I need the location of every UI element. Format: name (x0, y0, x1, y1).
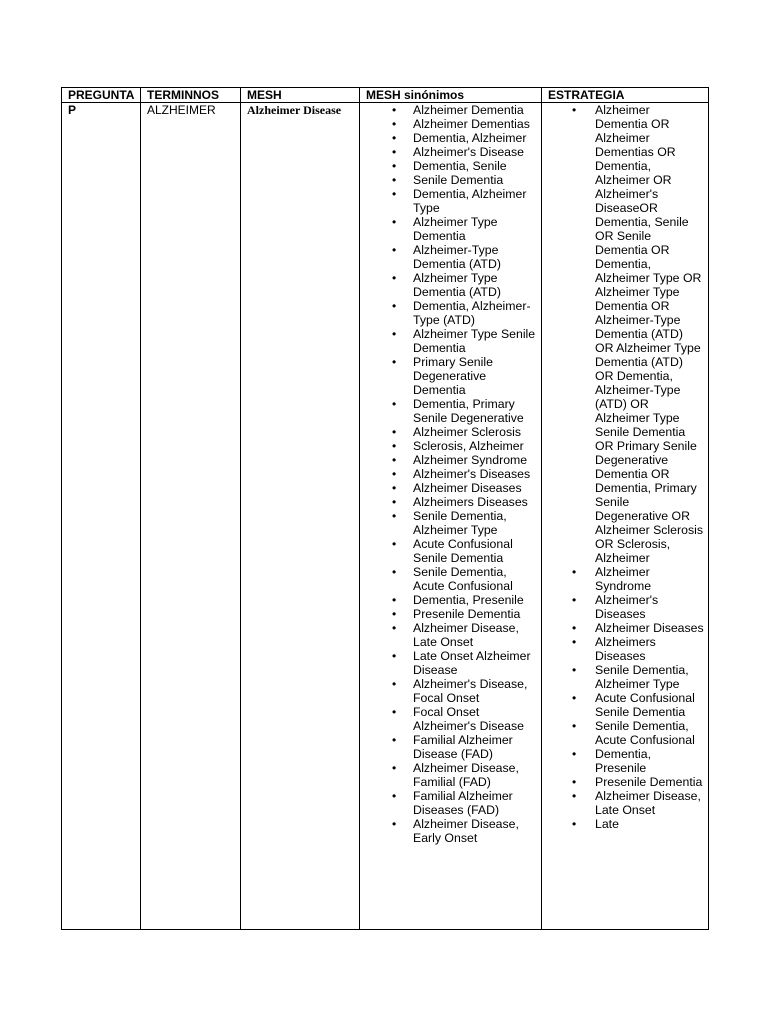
synonym-item: • Focal Onset Alzheimer's Disease (366, 705, 537, 733)
synonym-item: • Senile Dementia (366, 173, 537, 187)
synonym-item: • Primary Senile Degenerative Dementia (366, 355, 537, 397)
strategy-item: • Late (548, 817, 704, 831)
search-strategy-table (61, 87, 709, 930)
synonym-item: • Dementia, Alzheimer Type (366, 187, 537, 215)
synonym-item: • Familial Alzheimer Diseases (FAD) (366, 789, 537, 817)
synonym-item: • Alzheimer Dementias (366, 117, 537, 131)
synonym-item: • Dementia, Alzheimer-Type (ATD) (366, 299, 537, 327)
strategy-item: • Senile Dementia, Acute Confusional (548, 719, 704, 747)
synonym-item: • Alzheimer Type Dementia (ATD) (366, 271, 537, 299)
synonym-item: • Sclerosis, Alzheimer (366, 439, 537, 453)
strategy-item: • Alzheimer Diseases (548, 621, 704, 635)
cell-estrategia (542, 103, 709, 930)
header-estrategia: ESTRATEGIA (542, 88, 709, 103)
strategy-item: • Alzheimers Diseases (548, 635, 704, 663)
synonym-item: • Familial Alzheimer Disease (FAD) (366, 733, 537, 761)
synonym-item: • Dementia, Primary Senile Degenerative (366, 397, 537, 425)
synonym-item: • Alzheimer's Diseases (366, 467, 537, 481)
cell-termino: ALZHEIMER (141, 103, 241, 930)
synonym-item: • Presenile Dementia (366, 607, 537, 621)
synonym-item: • Alzheimer Disease, Familial (FAD) (366, 761, 537, 789)
synonym-item: • Alzheimer Syndrome (366, 453, 537, 467)
cell-mesh: Alzheimer Disease (241, 103, 360, 930)
strategy-item: • Alzheimer Disease, Late Onset (548, 789, 704, 817)
synonym-item: • Dementia, Senile (366, 159, 537, 173)
synonym-item: • Alzheimers Diseases (366, 495, 537, 509)
synonym-item: • Late Onset Alzheimer Disease (366, 649, 537, 677)
synonym-item: • Dementia, Alzheimer (366, 131, 537, 145)
synonym-item: • Senile Dementia, Acute Confusional (366, 565, 537, 593)
cell-pregunta: P (62, 103, 141, 930)
synonym-item: • Alzheimer's Disease (366, 145, 537, 159)
synonym-item: • Alzheimer Diseases (366, 481, 537, 495)
header-row (62, 88, 709, 103)
synonym-item: • Alzheimer's Disease, Focal Onset (366, 677, 537, 705)
synonym-item: • Alzheimer-Type Dementia (ATD) (366, 243, 537, 271)
strategy-item: • Alzheimer Syndrome (548, 565, 704, 593)
synonyms-list (366, 103, 537, 845)
header-mesh: MESH (241, 88, 360, 103)
strategy-item: • Senile Dementia, Alzheimer Type (548, 663, 704, 691)
synonym-item: • Acute Confusional Senile Dementia (366, 537, 537, 565)
synonym-item: • Alzheimer Type Senile Dementia (366, 327, 537, 355)
header-mesh-sinonimos: MESH sinónimos (360, 88, 542, 103)
strategy-item: • Alzheimer's Diseases (548, 593, 704, 621)
synonym-item: • Alzheimer Disease, Early Onset (366, 817, 537, 845)
strategy-item: • Acute Confusional Senile Dementia (548, 691, 704, 719)
strategy-item: • Dementia, Presenile (548, 747, 704, 775)
header-pregunta: PREGUNTA (62, 88, 141, 103)
synonym-item: • Alzheimer Disease, Late Onset (366, 621, 537, 649)
synonym-item: • Alzheimer Sclerosis (366, 425, 537, 439)
strategy-item: • Alzheimer Dementia OR Alzheimer Dementias OR Dementia, Alzheimer OR Alzheimer's DiseaseOR Dementia, Senile OR Senile Dementia OR Dementia, Alzheimer Type OR Alzheimer Type Dementia OR Alzheimer-Type Dementia (ATD) OR Alzheimer Type Dementia (ATD) OR Dementia, Alzheimer-Type (ATD) OR Alzheimer Type Senile Dementia OR Primary Senile Degenerative Dementia OR Dementia, Primary Senile Degenerative OR Alzheimer Sclerosis OR Sclerosis, Alzheimer (548, 103, 704, 565)
table-row (62, 103, 709, 930)
synonym-item: • Dementia, Presenile (366, 593, 537, 607)
strategy-list (548, 103, 704, 831)
synonym-item: • Senile Dementia, Alzheimer Type (366, 509, 537, 537)
header-terminnos: TERMINNOS (141, 88, 241, 103)
synonym-item: • Alzheimer Dementia (366, 103, 537, 117)
synonym-item: • Alzheimer Type Dementia (366, 215, 537, 243)
strategy-item: • Presenile Dementia (548, 775, 704, 789)
cell-sinonimos (360, 103, 542, 930)
